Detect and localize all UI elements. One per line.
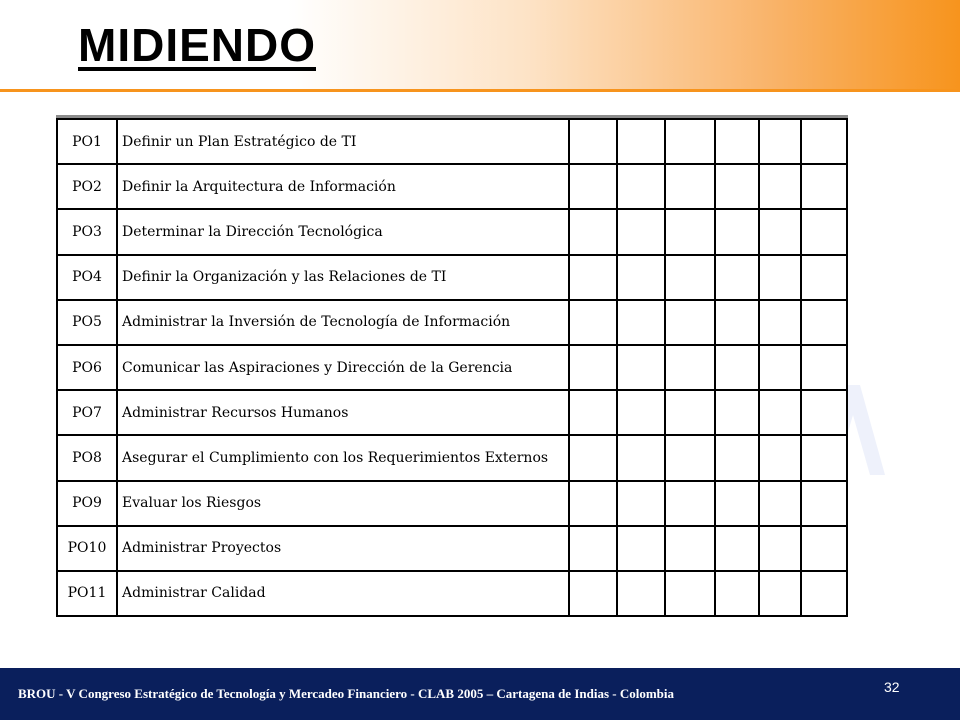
empty-cell: [569, 571, 617, 616]
empty-cell: [801, 571, 847, 616]
process-description: Evaluar los Riesgos: [117, 481, 569, 526]
process-description: Administrar la Inversión de Tecnología de Información: [117, 300, 569, 345]
table-row: [57, 390, 847, 435]
empty-cell: [665, 255, 715, 300]
empty-cell: [569, 119, 617, 164]
empty-cell: [715, 119, 759, 164]
empty-cell: [759, 119, 801, 164]
empty-cell: [759, 345, 801, 390]
empty-cell: [715, 435, 759, 480]
empty-cell: [715, 255, 759, 300]
empty-cell: [617, 526, 665, 571]
empty-cell: [715, 300, 759, 345]
empty-cell: [617, 255, 665, 300]
empty-cell: [617, 571, 665, 616]
empty-cell: [715, 481, 759, 526]
table-row: [57, 526, 847, 571]
empty-cell: [569, 255, 617, 300]
empty-cell: [801, 345, 847, 390]
empty-cell: [759, 300, 801, 345]
process-code: PO6: [57, 345, 117, 390]
table-row: [57, 209, 847, 254]
page-number: 32: [884, 679, 900, 695]
empty-cell: [759, 209, 801, 254]
empty-cell: [715, 164, 759, 209]
header-divider: [0, 89, 960, 92]
empty-cell: [715, 390, 759, 435]
empty-cell: [715, 571, 759, 616]
process-code: PO1: [57, 119, 117, 164]
process-description: Comunicar las Aspiraciones y Dirección de la Gerencia: [117, 345, 569, 390]
empty-cell: [801, 164, 847, 209]
process-description: Administrar Recursos Humanos: [117, 390, 569, 435]
process-code: PO2: [57, 164, 117, 209]
empty-cell: [759, 481, 801, 526]
process-table: [56, 118, 848, 617]
footer-text: BROU - V Congreso Estratégico de Tecnología y Mercadeo Financiero - CLAB 2005 – Cartagena de Indias - Colombia: [18, 686, 675, 701]
empty-cell: [569, 481, 617, 526]
slide-title: MIDIENDO: [78, 19, 316, 71]
process-code: PO8: [57, 435, 117, 480]
empty-cell: [569, 300, 617, 345]
process-description: Definir un Plan Estratégico de TI: [117, 119, 569, 164]
process-description: Administrar Proyectos: [117, 526, 569, 571]
empty-cell: [569, 209, 617, 254]
empty-cell: [617, 345, 665, 390]
process-table-container: [56, 118, 848, 658]
empty-cell: [759, 526, 801, 571]
empty-cell: [665, 435, 715, 480]
empty-cell: [569, 526, 617, 571]
table-row: [57, 300, 847, 345]
empty-cell: [665, 345, 715, 390]
empty-cell: [569, 164, 617, 209]
empty-cell: [665, 119, 715, 164]
empty-cell: [759, 571, 801, 616]
process-description: Definir la Arquitectura de Información: [117, 164, 569, 209]
empty-cell: [569, 435, 617, 480]
process-description: Administrar Calidad: [117, 571, 569, 616]
empty-cell: [801, 209, 847, 254]
empty-cell: [665, 164, 715, 209]
empty-cell: [665, 390, 715, 435]
empty-cell: [801, 300, 847, 345]
table-row: [57, 345, 847, 390]
table-row: [57, 164, 847, 209]
empty-cell: [617, 390, 665, 435]
empty-cell: [801, 255, 847, 300]
table-row: [57, 435, 847, 480]
empty-cell: [759, 164, 801, 209]
process-description: Definir la Organización y las Relaciones de TI: [117, 255, 569, 300]
empty-cell: [801, 435, 847, 480]
empty-cell: [617, 119, 665, 164]
empty-cell: [569, 345, 617, 390]
process-code: PO10: [57, 526, 117, 571]
empty-cell: [617, 164, 665, 209]
process-code: PO9: [57, 481, 117, 526]
process-description: Determinar la Dirección Tecnológica: [117, 209, 569, 254]
table-row: [57, 571, 847, 616]
process-code: PO4: [57, 255, 117, 300]
process-description: Asegurar el Cumplimiento con los Requerimientos Externos: [117, 435, 569, 480]
empty-cell: [801, 481, 847, 526]
table-row: [57, 119, 847, 164]
empty-cell: [665, 300, 715, 345]
table-row: [57, 481, 847, 526]
empty-cell: [715, 526, 759, 571]
empty-cell: [801, 119, 847, 164]
empty-cell: [665, 526, 715, 571]
empty-cell: [715, 209, 759, 254]
empty-cell: [759, 390, 801, 435]
empty-cell: [665, 209, 715, 254]
table-row: [57, 255, 847, 300]
empty-cell: [801, 526, 847, 571]
empty-cell: [569, 390, 617, 435]
process-code: PO5: [57, 300, 117, 345]
empty-cell: [665, 481, 715, 526]
empty-cell: [759, 255, 801, 300]
empty-cell: [665, 571, 715, 616]
empty-cell: [715, 345, 759, 390]
empty-cell: [617, 209, 665, 254]
empty-cell: [759, 435, 801, 480]
empty-cell: [617, 435, 665, 480]
process-code: PO11: [57, 571, 117, 616]
empty-cell: [617, 300, 665, 345]
process-code: PO7: [57, 390, 117, 435]
empty-cell: [617, 481, 665, 526]
empty-cell: [801, 390, 847, 435]
process-code: PO3: [57, 209, 117, 254]
